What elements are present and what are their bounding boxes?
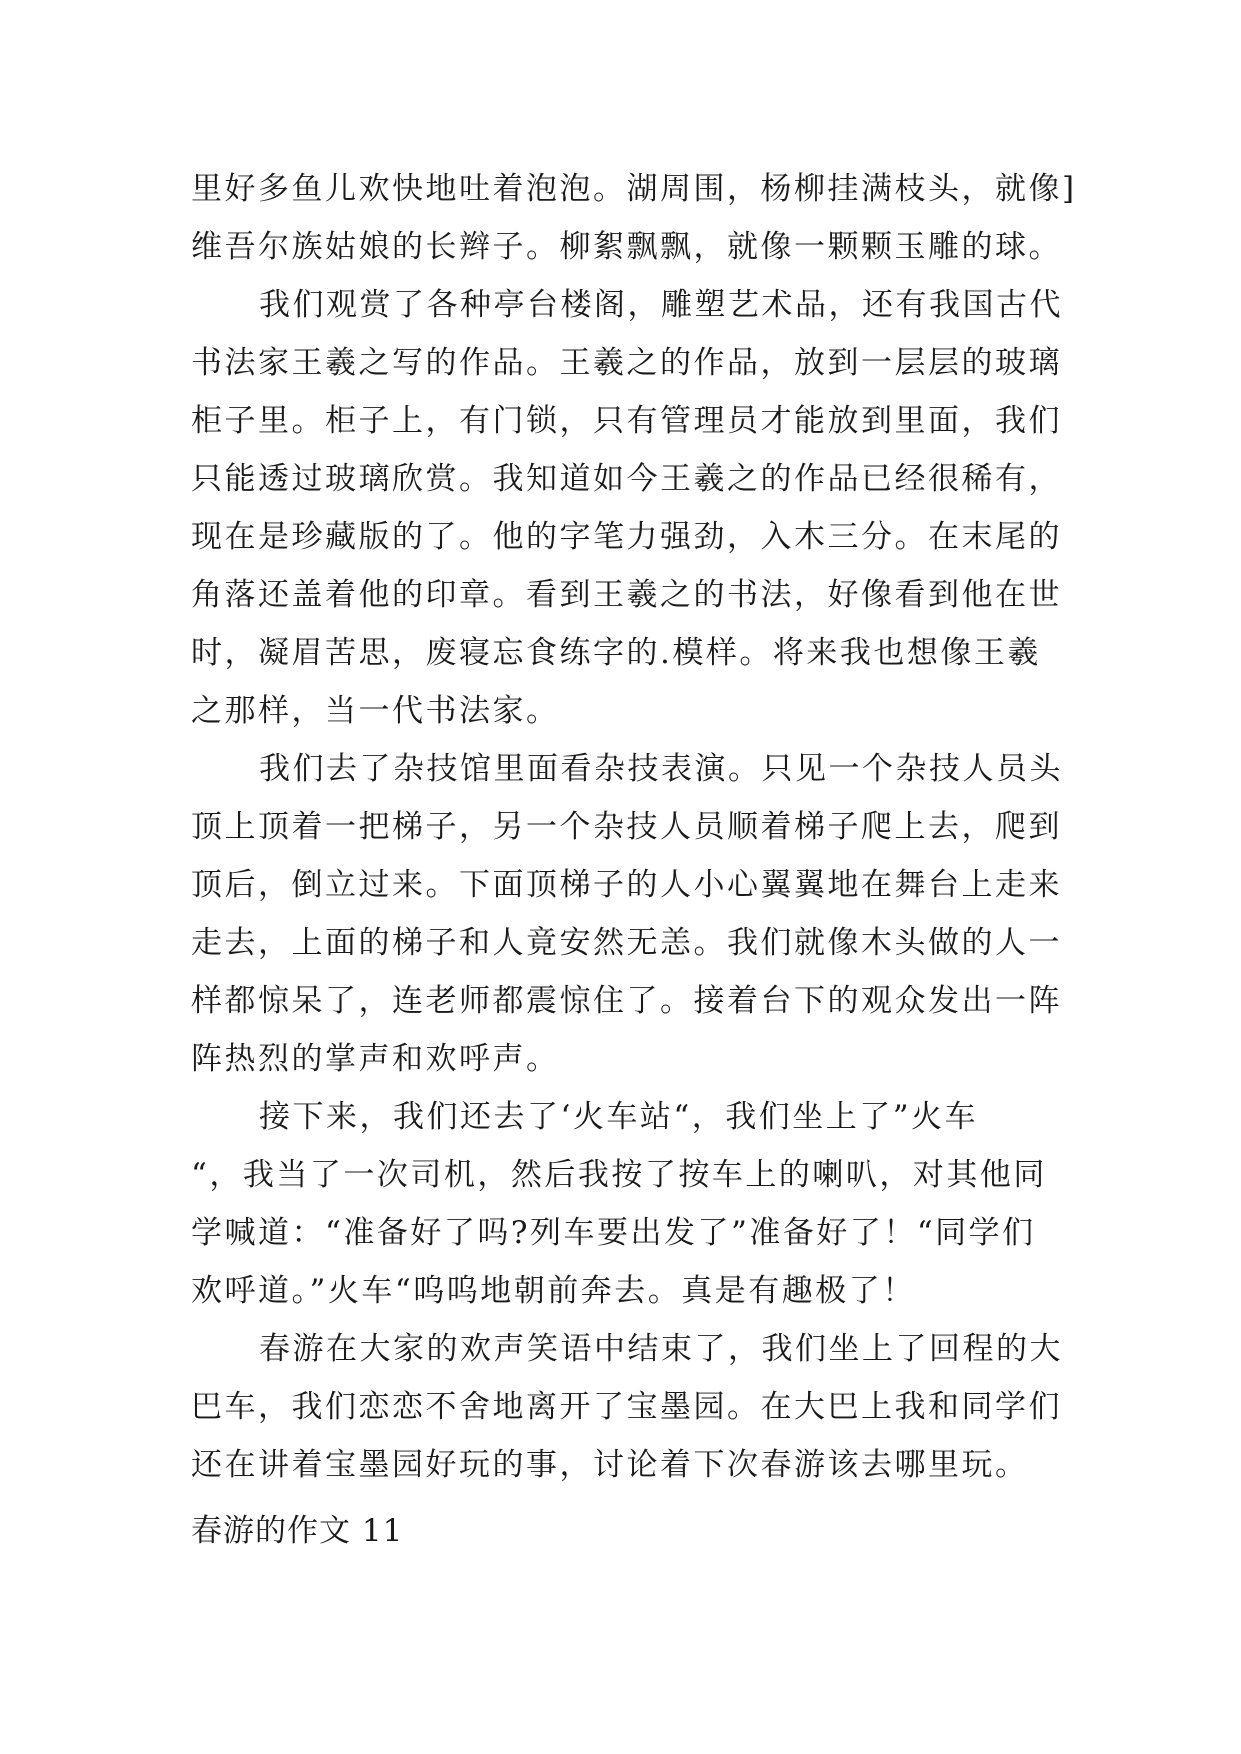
text-line: 角落还盖着他的印章。看到王羲之的书法，好像看到他在世 xyxy=(191,577,1062,613)
text-line: 书法家王羲之写的作品。王羲之的作品，放到一层层的玻璃 xyxy=(191,345,1062,381)
text-line: 样都惊呆了，连老师都震惊住了。接着台下的观众发出一阵 xyxy=(191,983,1062,1019)
next-essay-heading: 春游的作文 11 xyxy=(191,1513,404,1549)
text-line: 接下来，我们还去了‘火车站“，我们坐上了”火车 xyxy=(259,1099,979,1135)
text-line: 欢呼道。”火车“呜呜地朝前奔去。真是有趣极了！ xyxy=(191,1273,916,1309)
text-line: 阵热烈的掌声和欢呼声。 xyxy=(191,1041,560,1077)
text-line: 巴车，我们恋恋不舍地离开了宝墨园。在大巴上我和同学们 xyxy=(191,1389,1062,1425)
essay-body xyxy=(191,160,1077,1494)
text-line: 之那样，当一代书法家。 xyxy=(191,693,560,729)
paragraph-4 xyxy=(191,1088,1071,1320)
text-line: 我们去了杂技馆里面看杂技表演。只见一个杂技人员头 xyxy=(259,751,1063,787)
text-line: 时，凝眉苦思，废寝忘食练字的.模样。将来我也想像王羲 xyxy=(191,635,1041,671)
paragraph-3 xyxy=(191,740,1071,1088)
paragraph-1 xyxy=(191,160,1077,276)
text-line: 走去，上面的梯子和人竟安然无恙。我们就像木头做的人一 xyxy=(191,925,1062,961)
text-line: 顶后，倒立过来。下面顶梯子的人小心翼翼地在舞台上走来 xyxy=(191,867,1062,903)
paragraph-2 xyxy=(191,276,1071,740)
text-line: 还在讲着宝墨园好玩的事，讨论着下次春游该去哪里玩。 xyxy=(191,1447,1029,1483)
text-line: 只能透过玻璃欣赏。我知道如今王羲之的作品已经很稀有， xyxy=(191,461,1062,497)
text-line: 学喊道：“准备好了吗?列车要出发了”准备好了！“同学们 xyxy=(191,1215,1036,1251)
text-line: 里好多鱼儿欢快地吐着泡泡。湖周围，杨柳挂满枝头，就像] xyxy=(191,171,1077,207)
text-line: 柜子里。柜子上，有门锁，只有管理员才能放到里面，我们 xyxy=(191,403,1062,439)
text-line: 我们观赏了各种亭台楼阁，雕塑艺术品，还有我国古代 xyxy=(259,287,1063,323)
text-line: “，我当了一次司机，然后我按了按车上的喇叭，对其他同 xyxy=(191,1157,1047,1193)
text-line: 顶上顶着一把梯子，另一个杂技人员顺着梯子爬上去，爬到 xyxy=(191,809,1062,845)
text-line: 春游在大家的欢声笑语中结束了，我们坐上了回程的大 xyxy=(259,1331,1063,1367)
paragraph-5 xyxy=(191,1320,1071,1494)
text-line: 维吾尔族姑娘的长辫子。柳絮飘飘，就像一颗颗玉雕的球。 xyxy=(191,229,1062,265)
text-line: 现在是珍藏版的了。他的字笔力强劲，入木三分。在末尾的 xyxy=(191,519,1062,555)
